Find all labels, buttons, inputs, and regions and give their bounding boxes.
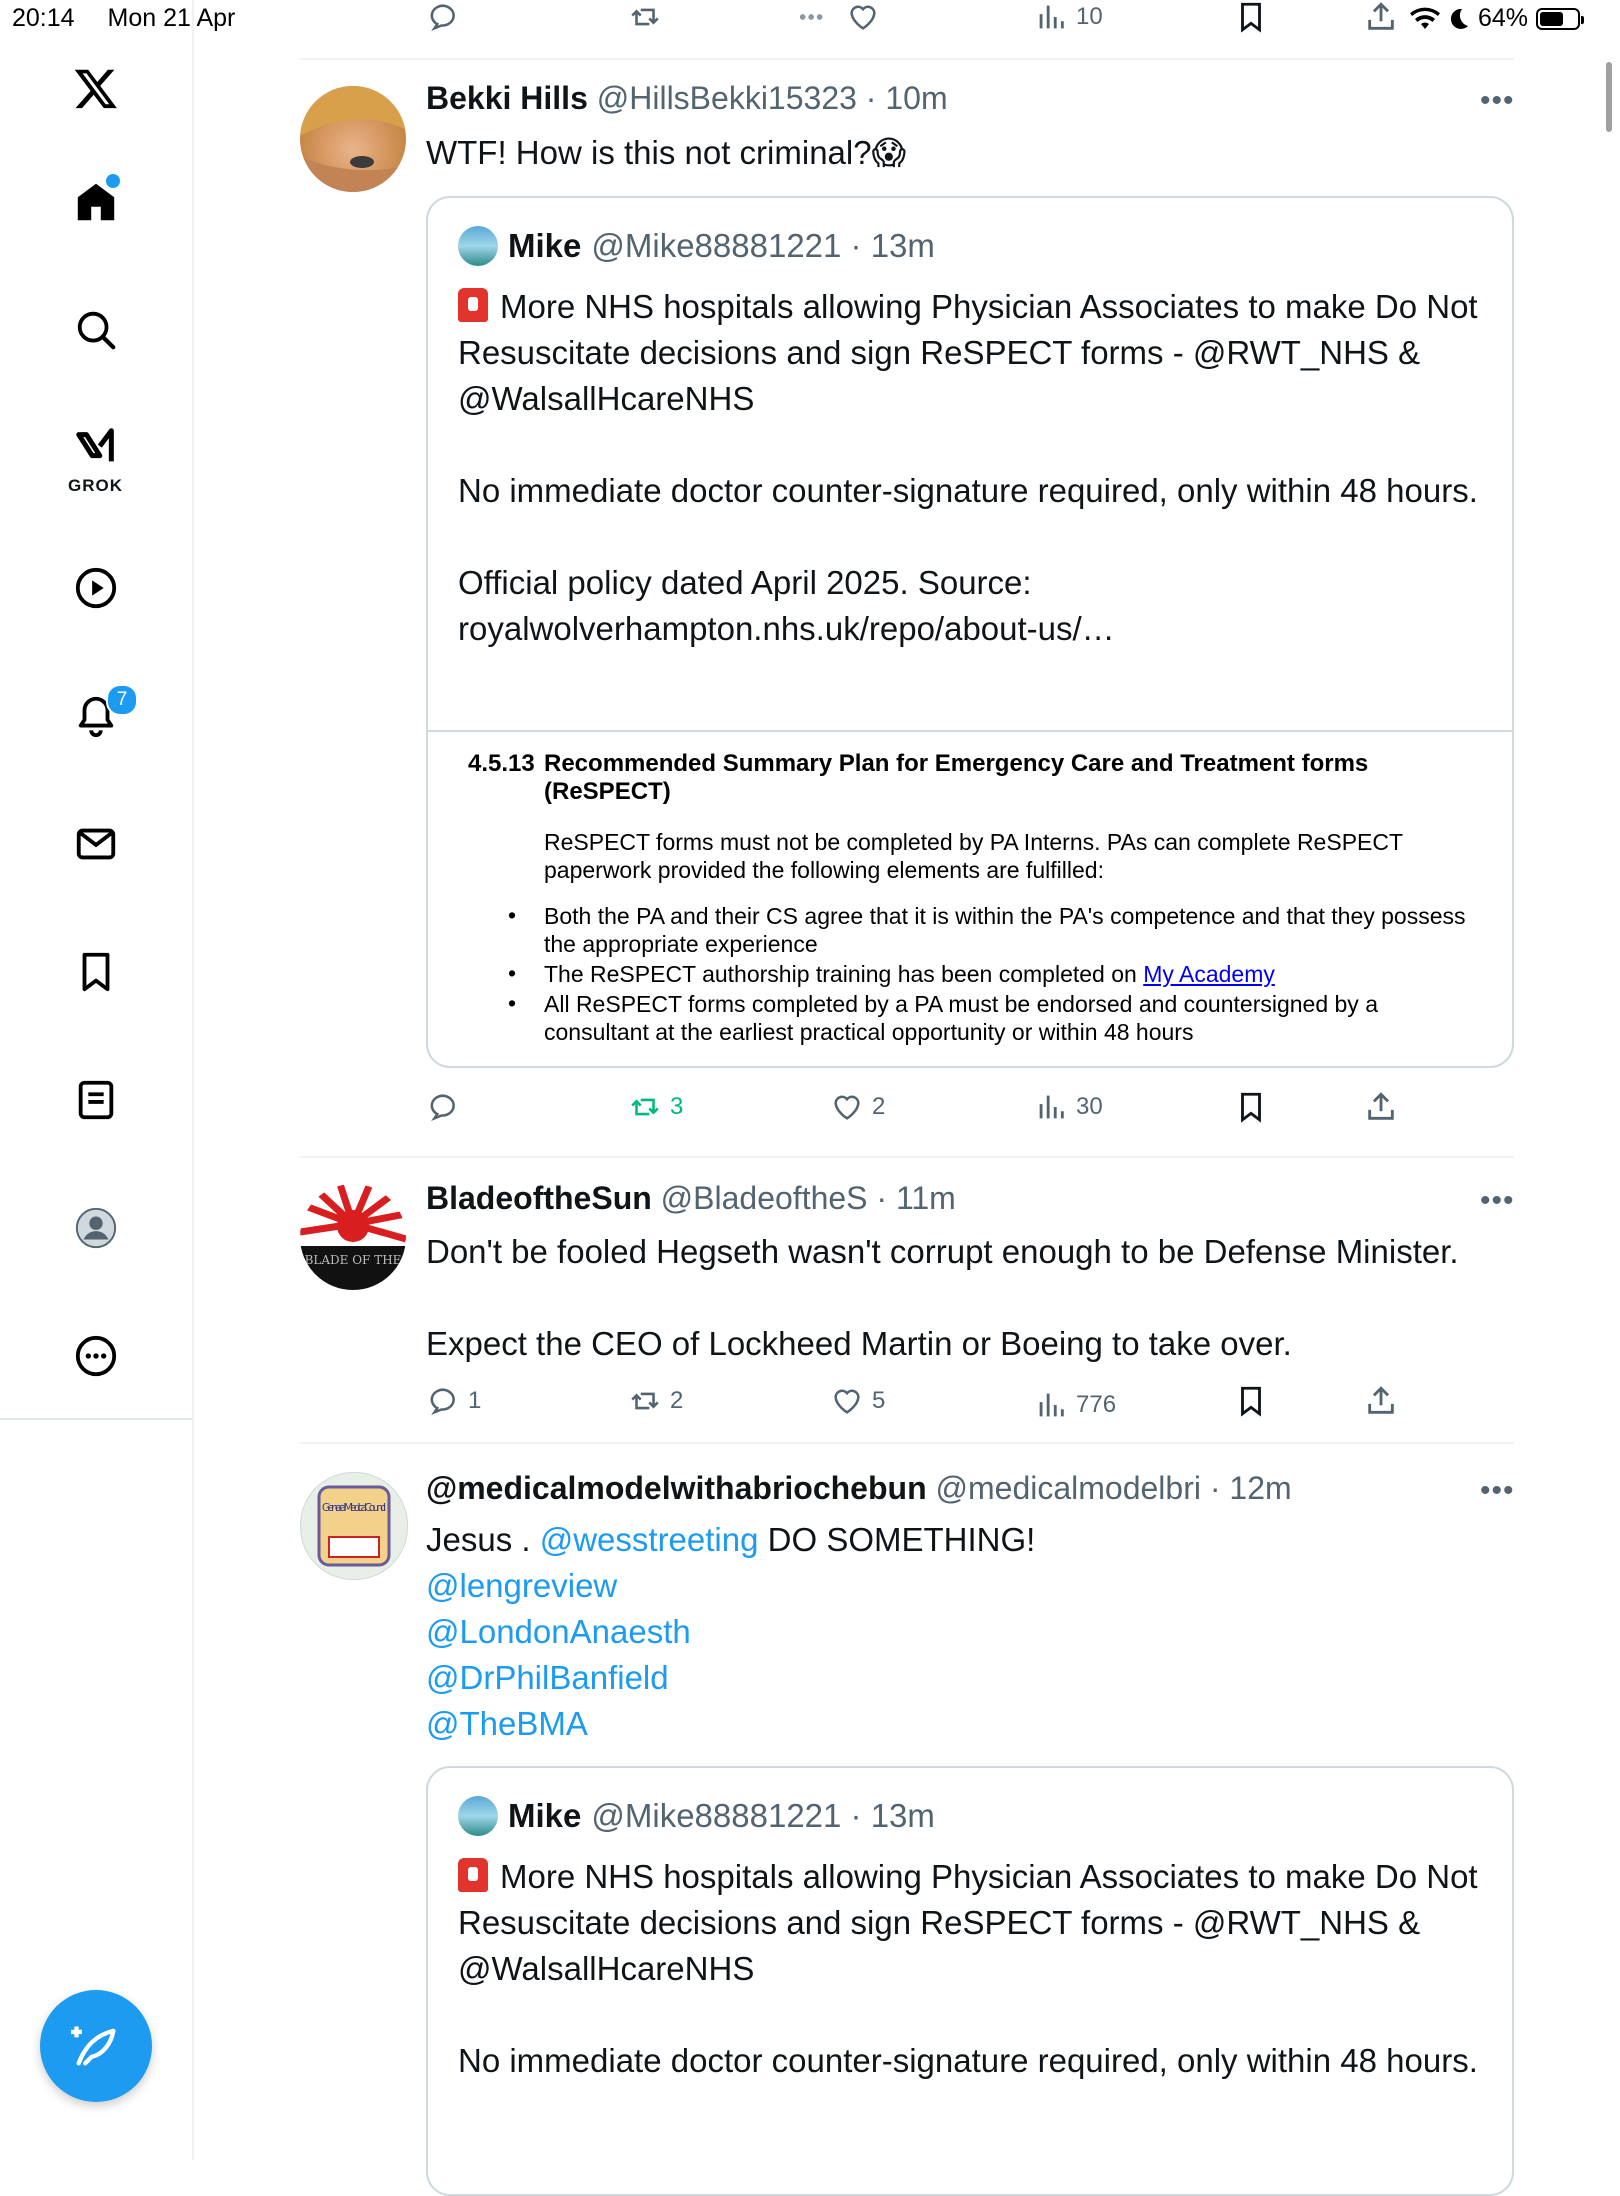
- doc-bullet-1: Both the PA and their CS agree that it is within the PA's competence and that they possess the appropriate experience: [544, 903, 1466, 957]
- bullet-dot: •: [508, 990, 517, 1016]
- avatar-text: General Medical Council: [321, 1501, 387, 1514]
- post-header: Bekki Hills @HillsBekki15323 · 10m: [426, 80, 948, 116]
- share-button[interactable]: [1364, 1090, 1398, 1124]
- views-button[interactable]: [1034, 0, 1103, 34]
- post-header: @medicalmodelwithabriochebun @medicalmodelbri · 12m: [426, 1470, 1292, 1506]
- post-time[interactable]: 10m: [885, 80, 948, 116]
- doc-heading-text: Recommended Summary Plan for Emergency Care and Treatment forms (ReSPECT): [544, 750, 1369, 805]
- post-divider: [300, 1156, 1514, 1158]
- home-unread-dot: [106, 174, 120, 188]
- repost-count: 3: [670, 1093, 684, 1120]
- views-count: 30: [1076, 1093, 1103, 1120]
- wifi-icon: [1410, 7, 1440, 31]
- like-button[interactable]: [830, 1384, 885, 1418]
- grok-icon[interactable]: [70, 422, 122, 474]
- quote-avatar: [458, 226, 498, 266]
- views-chart-icon: [1034, 0, 1068, 34]
- bullet-dot: •: [508, 902, 517, 928]
- author-handle[interactable]: @medicalmodelbri: [935, 1470, 1201, 1506]
- avatar-text: BLADE OF THE: [304, 1253, 402, 1267]
- post-text-post: DO SOMETHING!: [767, 1521, 1036, 1558]
- like-count: 5: [872, 1387, 886, 1414]
- repost-icon: [628, 0, 662, 34]
- bookmark-icon: [1234, 0, 1268, 34]
- grok-label: GROK: [68, 476, 123, 495]
- battery-fill: [1540, 12, 1563, 26]
- post-text: [426, 1229, 1516, 1367]
- reply-button[interactable]: [426, 0, 460, 34]
- post-divider: [300, 1442, 1514, 1444]
- reply-icon: [426, 0, 460, 34]
- views-count: 776: [1076, 1391, 1117, 1418]
- reply-button[interactable]: [426, 1090, 460, 1124]
- post-text-line1: Don't be fooled Hegseth wasn't corrupt enough to be Defense Minister.: [426, 1233, 1459, 1270]
- repost-icon: [628, 1384, 662, 1418]
- quote-line1: More NHS hospitals allowing Physician Associates to make Do Not Resuscitate decisions and sign ReSPECT forms - @RWT_NHS & @WalsallHcareNHS: [458, 1858, 1478, 1987]
- post-more-button[interactable]: •••: [1480, 84, 1515, 117]
- quote-avatar: [458, 1796, 498, 1836]
- author-name[interactable]: @medicalmodelwithabriochebun: [426, 1470, 927, 1506]
- repost-button[interactable]: [628, 0, 662, 34]
- mention-link[interactable]: @lengreview: [426, 1567, 618, 1604]
- post-header: BladeoftheSun @BladeoftheS · 11m: [426, 1180, 956, 1216]
- author-handle[interactable]: @BladeoftheS: [660, 1180, 868, 1216]
- quote-line3: Official policy dated April 2025. Source: royalwolverhampton.nhs.uk/repo/about-us/…: [458, 564, 1115, 647]
- quote-time: 13m: [870, 227, 935, 264]
- more-dots-icon: [790, 0, 838, 34]
- quote-author-handle: @Mike88881221: [591, 1797, 842, 1834]
- views-count: 10: [1076, 3, 1103, 30]
- doc-bullet-2-text: The ReSPECT authorship training has been completed on: [544, 961, 1137, 987]
- post-text-line2: Expect the CEO of Lockheed Martin or Boeing to take over.: [426, 1325, 1292, 1362]
- post-text-pre: Jesus .: [426, 1521, 531, 1558]
- post-time[interactable]: 12m: [1229, 1470, 1292, 1506]
- repost-button[interactable]: [628, 1384, 683, 1418]
- notifications-badge: 7: [106, 684, 138, 716]
- sidebar: [0, 0, 194, 2160]
- scrollbar[interactable]: [1606, 62, 1612, 132]
- like-count: 2: [872, 1093, 886, 1120]
- avatar[interactable]: [300, 86, 406, 192]
- heart-icon: [846, 0, 880, 34]
- author-handle[interactable]: @HillsBekki15323: [596, 80, 857, 116]
- quote-media-document[interactable]: [428, 730, 1514, 1068]
- quote-text: [458, 284, 1478, 652]
- avatar-photo: [300, 86, 406, 192]
- doc-bullet-3: All ReSPECT forms completed by a PA must be endorsed and countersigned by a consultant at the earliest practical opportunity or within 48 hours: [544, 991, 1378, 1045]
- quote-line2: No immediate doctor counter-signature required, only within 48 hours.: [458, 2042, 1478, 2079]
- quoted-post[interactable]: [426, 1766, 1514, 2196]
- heart-icon: [830, 1384, 864, 1418]
- battery-percent: 64%: [1477, 4, 1528, 32]
- repost-count: 2: [670, 1387, 684, 1414]
- share-button[interactable]: [1364, 0, 1398, 34]
- views-button[interactable]: [1034, 1388, 1116, 1422]
- bullet-dot: •: [508, 960, 517, 986]
- compose-feather-icon: [70, 2020, 122, 2072]
- share-button[interactable]: [1364, 1384, 1398, 1418]
- mention-link[interactable]: @wesstreeting: [539, 1521, 759, 1558]
- siren-icon: [458, 1858, 488, 1892]
- avatar[interactable]: [300, 1472, 408, 1580]
- post-more-button[interactable]: •••: [1480, 1184, 1515, 1217]
- post-text: [426, 1517, 1516, 1747]
- doc-section-number: 4.5.13: [468, 750, 535, 777]
- compose-post-button[interactable]: [40, 1990, 152, 2102]
- status-time: 20:14: [12, 4, 75, 32]
- quote-author-name: Mike: [508, 227, 582, 264]
- share-icon: [1364, 1090, 1398, 1124]
- bookmark-button[interactable]: [1234, 1384, 1268, 1418]
- status-date: Mon 21 Apr: [107, 4, 236, 32]
- battery-icon: [1536, 8, 1580, 30]
- like-button[interactable]: [830, 1090, 885, 1124]
- mention-link[interactable]: @TheBMA: [426, 1705, 588, 1742]
- status-bar-right: [1410, 4, 1580, 33]
- reply-icon: [426, 1384, 460, 1418]
- post-text: WTF! How is this not criminal?😱: [426, 134, 906, 171]
- profile-avatar-icon[interactable]: [70, 1202, 122, 1254]
- bookmark-icon: [1234, 1090, 1268, 1124]
- rising-sun-avatar-image: [300, 1184, 406, 1290]
- views-chart-icon: [1034, 1090, 1068, 1124]
- quoted-post[interactable]: [426, 196, 1514, 1068]
- gmc-logo-avatar-image: [301, 1473, 407, 1579]
- quote-author-name: Mike: [508, 1797, 582, 1834]
- views-chart-icon: [1034, 1388, 1068, 1422]
- messages-envelope-icon[interactable]: [70, 818, 122, 870]
- reply-icon: [426, 1090, 460, 1124]
- moon-icon: [1448, 7, 1470, 31]
- doc-link-my-academy[interactable]: My Academy: [1143, 961, 1275, 987]
- bookmark-icon: [1234, 1384, 1268, 1418]
- share-icon: [1364, 0, 1398, 34]
- x-logo-icon[interactable]: [70, 62, 122, 114]
- mention-link[interactable]: @LondonAnaesth: [426, 1613, 691, 1650]
- reply-button[interactable]: [426, 1384, 481, 1418]
- post-divider: [300, 58, 1514, 60]
- repost-button[interactable]: [628, 1090, 683, 1124]
- bookmark-button[interactable]: [1234, 0, 1268, 34]
- mention-link[interactable]: @DrPhilBanfield: [426, 1659, 669, 1696]
- quote-line1: More NHS hospitals allowing Physician Associates to make Do Not Resuscitate decisions and sign ReSPECT forms - @RWT_NHS & @WalsallHcareNHS: [458, 288, 1478, 417]
- repost-icon: [628, 1090, 662, 1124]
- more-options-icon[interactable]: [70, 1330, 122, 1382]
- heart-icon: [830, 1090, 864, 1124]
- post-time[interactable]: 11m: [895, 1180, 956, 1216]
- sidebar-divider: [0, 1418, 192, 1420]
- bookmark-button[interactable]: [1234, 1090, 1268, 1124]
- doc-paragraph: ReSPECT forms must not be completed by PA Interns. PAs can complete ReSPECT paperwork provided the following elements are fulfilled:: [544, 829, 1403, 883]
- like-button[interactable]: [790, 0, 880, 34]
- author-name[interactable]: BladeoftheSun: [426, 1180, 652, 1216]
- search-icon[interactable]: [70, 304, 122, 356]
- quote-author-handle: @Mike88881221: [591, 227, 842, 264]
- quote-text: [458, 1854, 1478, 2084]
- lists-icon[interactable]: [70, 1074, 122, 1126]
- quote-time: 13m: [870, 1797, 935, 1834]
- author-name[interactable]: Bekki Hills: [426, 80, 588, 116]
- views-button[interactable]: [1034, 1090, 1103, 1124]
- quote-header: Mike @Mike88881221 · 13m: [458, 226, 935, 266]
- post-more-button[interactable]: •••: [1480, 1474, 1515, 1507]
- video-icon[interactable]: [70, 562, 122, 614]
- doc-heading: [468, 750, 1444, 806]
- share-icon: [1364, 1384, 1398, 1418]
- quote-header: Mike @Mike88881221 · 13m: [458, 1796, 935, 1836]
- doc-bullet-2: [544, 960, 1484, 988]
- reply-count: 1: [468, 1387, 482, 1414]
- avatar[interactable]: [300, 1184, 406, 1290]
- quote-line2: No immediate doctor counter-signature required, only within 48 hours.: [458, 472, 1478, 509]
- bookmarks-icon[interactable]: [70, 946, 122, 998]
- siren-icon: [458, 288, 488, 322]
